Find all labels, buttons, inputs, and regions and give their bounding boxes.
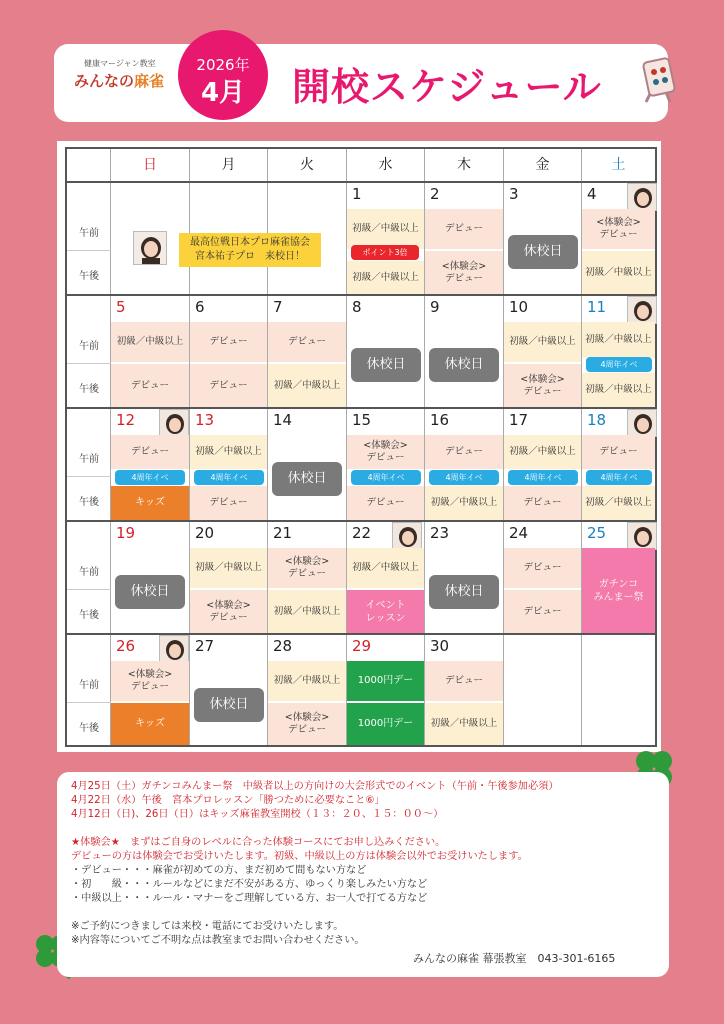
- debut-label: デビュー: [130, 681, 169, 692]
- class-slot: デビュー: [190, 364, 267, 407]
- class-slot: デビュー: [425, 435, 503, 469]
- day-number: 6: [195, 298, 205, 316]
- class-slot: [268, 548, 346, 588]
- weekday-mon: 月: [190, 149, 268, 181]
- class-slot: デビュー: [111, 435, 189, 469]
- day-number: 8: [352, 298, 362, 316]
- trial-label: <体験会>: [596, 217, 641, 228]
- weekday-wed: 水: [347, 149, 425, 181]
- logo-subtitle: 健康マージャン教室: [84, 59, 156, 68]
- class-slot: 初級／中級以上: [582, 322, 655, 358]
- discount-day-badge: 1000円デー: [347, 703, 424, 745]
- info-line: 4月12日（日)、26日（日）はキッズ麻雀教室開校（１３：２０、１５：００〜）: [71, 809, 444, 820]
- day-number: 30: [430, 637, 450, 655]
- day-number: 5: [116, 298, 126, 316]
- calendar-panel: [57, 141, 661, 752]
- day-number: 7: [273, 298, 283, 316]
- trial-label: <体験会>: [441, 260, 487, 272]
- class-slot: 初級／中級以上: [268, 590, 346, 633]
- am-label: 午前: [79, 228, 99, 239]
- debut-label: デビュー: [444, 272, 483, 284]
- page-title: 開校スケジュール: [292, 65, 602, 109]
- class-slot: 初級／中級以上: [347, 261, 424, 294]
- day-number: 1: [352, 185, 362, 203]
- day-number: 16: [430, 411, 450, 429]
- logo-text-b: 麻雀: [134, 72, 165, 90]
- class-slot: デビュー: [268, 322, 346, 362]
- day-number: 15: [352, 411, 372, 429]
- weekday-sat: 土: [611, 157, 626, 173]
- info-line: ・デビュー・・・麻雀が初めての方、まだ初めて間もない方など: [71, 865, 367, 876]
- day-number: 27: [195, 637, 215, 655]
- class-slot: 初級／中級以上: [268, 364, 346, 407]
- class-slot: デビュー: [347, 486, 424, 520]
- class-slot: 初級／中級以上: [504, 435, 581, 469]
- class-slot: 初級／中級以上: [582, 373, 655, 407]
- debut-label: デビュー: [599, 229, 638, 240]
- day-number: 21: [273, 524, 293, 542]
- pm-label: 午後: [79, 497, 99, 508]
- contact-info: みんなの麻雀 幕張教室 043-301-6165: [413, 952, 616, 965]
- class-slot: [111, 661, 189, 701]
- class-slot: [582, 209, 655, 249]
- class-slot: デビュー: [504, 486, 581, 520]
- pro-avatar: [627, 522, 657, 550]
- day-number: 24: [509, 524, 529, 542]
- trial-label: <体験会>: [206, 599, 251, 611]
- info-line: 4月22日（水）午後 宮本プロレッスン「勝つために必要なこと⑥」: [71, 795, 385, 806]
- point-badge: ポイント3倍: [351, 245, 419, 260]
- kids-class-badge: キッズ: [111, 703, 189, 745]
- class-slot: デビュー: [425, 209, 503, 249]
- class-slot: 初級／中級以上: [504, 322, 581, 362]
- logo: [74, 70, 164, 91]
- debut-label: デビュー: [287, 724, 326, 735]
- class-slot: [190, 590, 267, 633]
- closed-day-badge: 休校日: [429, 348, 499, 382]
- anniversary-badge: 4周年イベ: [194, 470, 264, 485]
- class-slot: [425, 251, 503, 294]
- debut-label: デビュー: [366, 452, 405, 463]
- pro-avatar: [627, 296, 657, 324]
- day-number: 2: [430, 185, 440, 203]
- class-slot: デビュー: [504, 590, 581, 633]
- pm-label: 午後: [79, 610, 99, 621]
- closed-day-badge: 休校日: [429, 575, 499, 609]
- day-number: 9: [430, 298, 440, 316]
- class-slot: 初級／中級以上: [190, 548, 267, 588]
- am-label: 午前: [79, 341, 99, 352]
- notice-line-2: 宮本祐子プロ 来校日！: [195, 251, 305, 262]
- day-number: 4: [587, 185, 597, 203]
- pro-avatar: [627, 183, 657, 211]
- day-number: 10: [509, 298, 529, 316]
- day-number: 17: [509, 411, 529, 429]
- day-number: 23: [430, 524, 450, 542]
- week-divider: [67, 633, 655, 635]
- week-divider: [67, 294, 655, 296]
- class-slot: デビュー: [425, 661, 503, 701]
- day-number: 25: [587, 524, 607, 542]
- ampm-line: [67, 363, 111, 364]
- lesson-label: レッスン: [365, 612, 406, 624]
- debut-label: デビュー: [523, 385, 562, 397]
- class-slot: 初級／中級以上: [111, 322, 189, 362]
- trial-label: <体験会>: [520, 373, 565, 385]
- day-number: 14: [273, 411, 293, 429]
- info-line: デビューの方は体験会でお受けいたします。初級、中級以上の方は体験会以外でお受けいたします。: [71, 851, 528, 862]
- class-slot: [347, 435, 424, 469]
- info-line: ★体験会★ まずはご自身のレベルに合った体験コースにてお申し込みください。: [71, 837, 446, 848]
- day-number: 3: [509, 185, 519, 203]
- info-line: ※内容等についてご不明な点は教室までお問い合わせください。: [71, 935, 365, 946]
- week-divider: [67, 407, 655, 409]
- logo-text-a: みんなの: [74, 72, 135, 90]
- pm-label: 午後: [79, 271, 99, 282]
- info-line: ・中級以上・・・ルール・マナーをご理解している方、お一人で打てる方など: [71, 893, 428, 904]
- am-label: 午前: [79, 454, 99, 465]
- class-slot: 初級／中級以上: [582, 251, 655, 294]
- gachinko-festival-badge: [582, 548, 655, 633]
- class-slot: 初級／中級以上: [347, 209, 424, 249]
- badge-month: 4月: [200, 78, 246, 108]
- debut-label: デビュー: [287, 568, 326, 579]
- class-slot: デビュー: [504, 548, 581, 588]
- class-slot: 初級／中級以上: [347, 548, 424, 588]
- day-number: 22: [352, 524, 372, 542]
- class-slot: 初級／中級以上: [582, 486, 655, 520]
- notice-line-1: 最高位戦日本プロ麻雀協会: [190, 237, 310, 248]
- day-number: 18: [587, 411, 607, 429]
- closed-day-badge: 休校日: [115, 575, 185, 609]
- calendar-grid: [65, 147, 657, 747]
- day-number: 20: [195, 524, 215, 542]
- info-line: ※ご予約につきましては来校・電話にてお受けいたします。: [71, 921, 344, 932]
- pro-avatar: [159, 409, 189, 437]
- info-panel: [57, 772, 669, 977]
- weekday-fri: 金: [504, 149, 582, 181]
- class-slot: デビュー: [190, 486, 267, 520]
- day-number: 26: [116, 637, 136, 655]
- ampm-line: [67, 589, 111, 590]
- weekday-tue: 火: [268, 149, 347, 181]
- gachinko-label: ガチンコ: [598, 578, 639, 590]
- header: [54, 44, 668, 122]
- anniversary-badge: 4周年イベ: [115, 470, 185, 485]
- day-number: 13: [195, 411, 215, 429]
- anniversary-badge: 4周年イベ: [508, 470, 578, 485]
- pm-label: 午後: [79, 384, 99, 395]
- festival-label: みんまー祭: [593, 591, 644, 603]
- class-slot: [504, 364, 581, 407]
- month-badge: [178, 30, 268, 120]
- am-label: 午前: [79, 567, 99, 578]
- weekday-sun: 日: [111, 149, 190, 181]
- info-line: 4月25日（土）ガチンコみんまー祭 中級者以上の方向けの大会形式でのイベント（午前・午後参加必須）: [71, 781, 559, 792]
- trial-label: <体験会>: [284, 556, 330, 567]
- closed-day-badge: 休校日: [508, 235, 578, 269]
- kids-class-badge: キッズ: [111, 486, 189, 520]
- pm-label: 午後: [79, 723, 99, 734]
- week-divider: [67, 520, 655, 522]
- debut-label: デビュー: [209, 611, 248, 623]
- closed-day-badge: 休校日: [194, 688, 264, 722]
- anniversary-badge: 4周年イベ: [586, 357, 652, 372]
- week-divider: [67, 181, 655, 183]
- class-slot: デビュー: [111, 364, 189, 407]
- mahjong-tile-mascot-icon: [634, 54, 686, 106]
- class-slot: 初級／中級以上: [425, 486, 503, 520]
- closed-day-badge: 休校日: [272, 462, 342, 496]
- pro-avatar: [133, 231, 167, 265]
- pro-avatar: [627, 409, 657, 437]
- am-label: 午前: [79, 680, 99, 691]
- class-slot: デビュー: [582, 435, 655, 469]
- class-slot: 初級／中級以上: [425, 703, 503, 745]
- trial-label: <体験会>: [127, 669, 173, 680]
- anniversary-badge: 4周年イベ: [429, 470, 499, 485]
- class-slot: 初級／中級以上: [268, 661, 346, 701]
- class-slot: [268, 703, 346, 745]
- ampm-line: [67, 476, 111, 477]
- event-lesson-badge: [347, 590, 424, 633]
- trial-label: <体験会>: [363, 440, 408, 451]
- discount-day-badge: 1000円デー: [347, 661, 424, 701]
- pro-avatar: [159, 635, 189, 663]
- day-number: 11: [587, 298, 607, 316]
- closed-day-badge: 休校日: [351, 348, 421, 382]
- anniversary-badge: 4周年イベ: [586, 470, 652, 485]
- class-slot: 初級／中級以上: [190, 435, 267, 469]
- day-number: 28: [273, 637, 293, 655]
- badge-year: 2026年: [196, 56, 250, 74]
- event-label: イベント: [365, 599, 406, 611]
- day-number: 19: [116, 524, 136, 542]
- ampm-line: [67, 250, 111, 251]
- pro-avatar: [392, 522, 422, 550]
- trial-label: <体験会>: [284, 712, 330, 723]
- weekday-thu: 木: [425, 149, 504, 181]
- anniversary-badge: 4周年イベ: [351, 470, 421, 485]
- class-slot: デビュー: [190, 322, 267, 362]
- pro-visit-notice: [179, 233, 321, 267]
- day-number: 12: [116, 411, 136, 429]
- info-line: ・初 級・・・ルールなどにまだ不安がある方、ゆっくり楽しみたい方など: [71, 879, 428, 890]
- ampm-line: [67, 702, 111, 703]
- day-number: 29: [352, 637, 372, 655]
